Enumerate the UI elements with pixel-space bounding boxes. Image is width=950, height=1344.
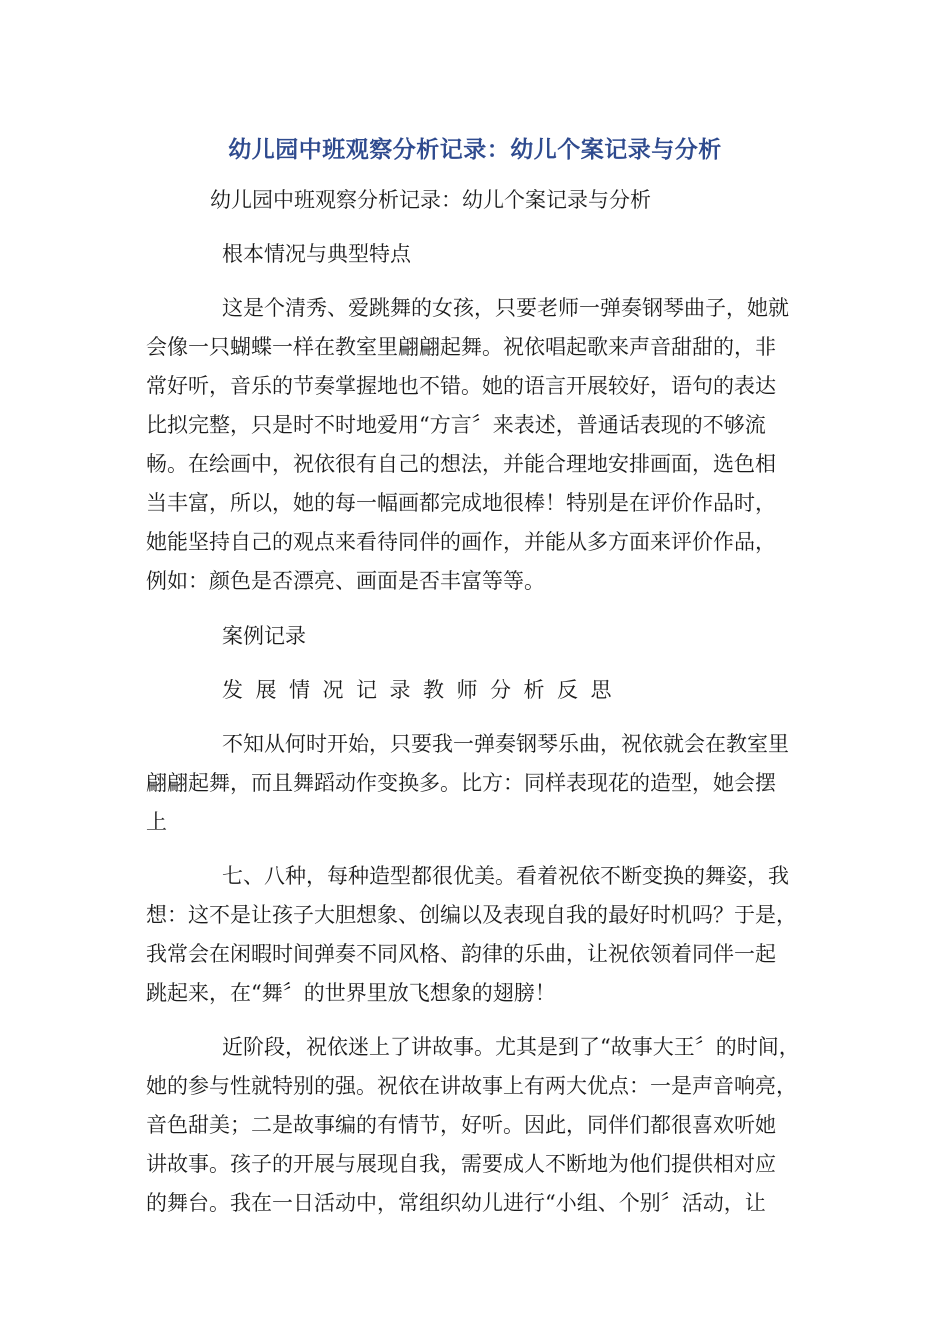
paragraph-line: 她能坚持自己的观点来看待同伴的画作，并能从多方面来评价作品， [146, 530, 776, 554]
paragraph-line: 近阶段，祝依迷上了讲故事。尤其是到了“故事大王〞的时间， [222, 1035, 800, 1059]
paragraph-line: 翩翩起舞，而且舞蹈动作变换多。比方：同样表现花的造型，她会摆 [146, 771, 776, 795]
paragraph-line: 的舞台。我在一日活动中，常组织幼儿进行“小组、个别〞活动，让 [146, 1191, 766, 1215]
paragraph-line: 比拟完整，只是时不时地爱用“方言〞来表述，普通话表现的不够流 [146, 413, 766, 437]
paragraph-line: 讲故事。孩子的开展与展现自我，需要成人不断地为他们提供相对应 [146, 1152, 776, 1176]
paragraph-line: 跳起来，在“舞〞的世界里放飞想象的翅膀！ [146, 981, 556, 1005]
paragraph-line: 不知从何时开始，只要我一弹奏钢琴乐曲，祝依就会在教室里 [222, 732, 789, 756]
paragraph-line: 当丰富，所以，她的每一幅画都完成地很棒！特别是在评价作品时， [146, 491, 776, 515]
paragraph-line: 这是个清秀、爱跳舞的女孩，只要老师一弹奏钢琴曲子，她就 [222, 296, 789, 320]
paragraph-line: 会像一只蝴蝶一样在教室里翩翩起舞。祝依唱起歌来声音甜甜的，非 [146, 335, 776, 359]
paragraph-line: 常好听，音乐的节奏掌握地也不错。她的语言开展较好，语句的表达 [146, 374, 776, 398]
paragraph-line: 畅。在绘画中，祝依很有自己的想法，并能合理地安排画面，选色相 [146, 452, 776, 476]
paragraph-line: 例如：颜色是否漂亮、画面是否丰富等等。 [146, 569, 545, 593]
document-subtitle: 幼儿园中班观察分析记录：幼儿个案记录与分析 [210, 188, 651, 212]
section-heading-case: 案例记录 [222, 624, 306, 648]
paragraph-line: 音色甜美；二是故事编的有情节，好听。因此，同伴们都很喜欢听她 [146, 1113, 776, 1137]
paragraph-line: 上 [146, 810, 167, 834]
paragraph-line: 想：这不是让孩子大胆想象、创编以及表现自我的最好时机吗？于是， [146, 903, 797, 927]
paragraph-line: 我常会在闲暇时间弹奏不同风格、韵律的乐曲，让祝依领着同伴一起 [146, 942, 776, 966]
document-title: 幼儿园中班观察分析记录：幼儿个案记录与分析 [228, 137, 722, 163]
section-heading-basic: 根本情况与典型特点 [222, 242, 411, 266]
paragraph-line: 七、八种，每种造型都很优美。看着祝依不断变换的舞姿，我 [222, 864, 789, 888]
paragraph-line: 她的参与性就特别的强。祝依在讲故事上有两大优点：一是声音响亮， [146, 1074, 797, 1098]
table-header-row: 发展情况记录教师分析反思 [222, 678, 624, 702]
